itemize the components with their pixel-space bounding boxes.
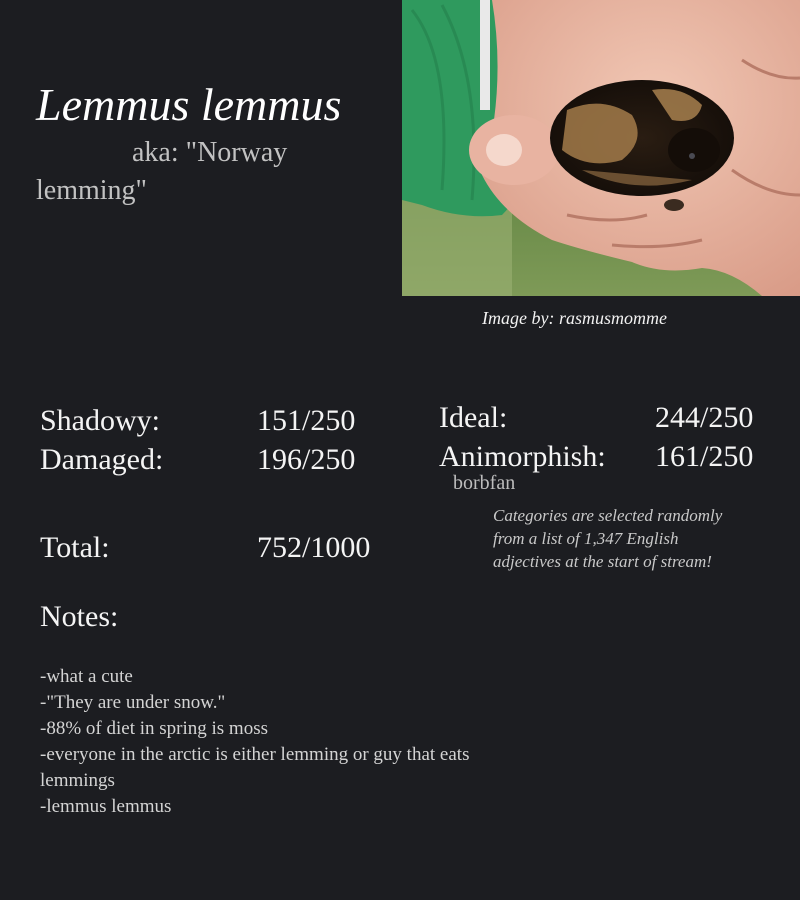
note-item: -what a cute (40, 666, 133, 687)
category-label-animorphish: Animorphish: (439, 440, 606, 473)
note-item: -88% of diet in spring is moss (40, 718, 268, 739)
category-label-damaged: Damaged: (40, 443, 164, 476)
species-title: Lemmus lemmus (36, 79, 342, 130)
lemming-photo (402, 0, 800, 296)
total-score: 752/1000 (257, 531, 371, 564)
category-disclaimer: Categories are selected randomly from a list of 1,347 English adjectives at the start of stream! (493, 506, 723, 571)
category-label-ideal: Ideal: (439, 401, 508, 434)
photo-credit: Image by: rasmusmomme (482, 308, 667, 328)
category-score-damaged: 196/250 (257, 443, 356, 476)
note-item: -everyone in the arctic is either lemming or guy that eats lemmings (40, 744, 470, 791)
category-score-shadowy: 151/250 (257, 404, 356, 437)
notes-list (40, 664, 500, 820)
category-score-ideal: 244/250 (655, 401, 754, 434)
category-score-animorphish: 161/250 (655, 440, 754, 473)
note-item: -lemmus lemmus (40, 796, 172, 817)
common-name: aka: "Norway lemming" (36, 137, 288, 206)
category-label-shadowy: Shadowy: (40, 404, 160, 437)
note-item: -"They are under snow." (40, 692, 226, 713)
category-voter: borbfan (453, 472, 516, 494)
total-label: Total: (40, 531, 110, 564)
notes-heading: Notes: (40, 600, 119, 633)
